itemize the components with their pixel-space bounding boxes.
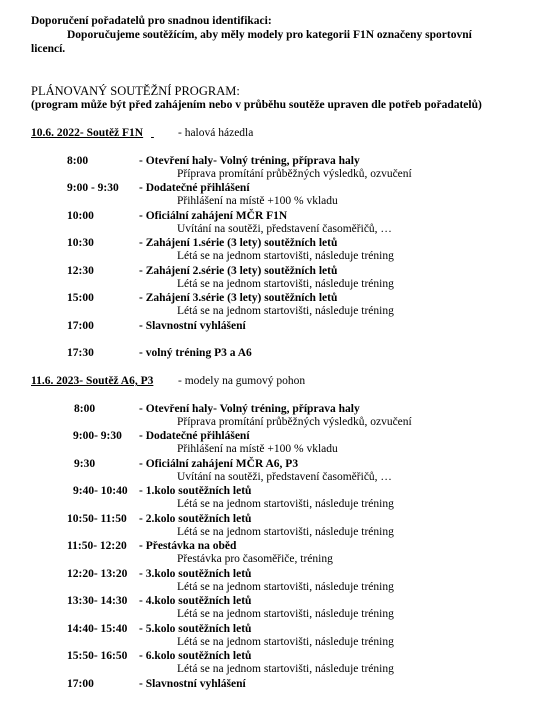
schedule-detail: Létá se na jednom startovišti, následuje tréning — [177, 608, 394, 620]
schedule-detail: Uvítání na soutěži, představení časoměřičů, … — [177, 223, 392, 235]
day2-date-title: 11.6. 2023- Soutěž A6, P3 — [31, 375, 154, 387]
schedule-title: - 6.kolo soutěžních letů — [139, 650, 252, 662]
schedule-title: - Zahájení 1.série (3 lety) soutěžních letů — [139, 237, 338, 249]
schedule-time: 11:50- 12:20 — [67, 540, 127, 552]
schedule-time: 9:40- 10:40 — [73, 485, 128, 497]
schedule-time: 10:00 — [67, 210, 94, 222]
schedule-title: - 1.kolo soutěžních letů — [139, 485, 252, 497]
schedule-time: 12:20- 13:20 — [67, 568, 128, 580]
schedule-title: - Zahájení 2.série (3 lety) soutěžních letů — [139, 265, 338, 277]
schedule-title: - Oficiální zahájení MČR F1N — [139, 210, 288, 222]
schedule-detail: Přihlášení na místě +100 % vkladu — [177, 195, 338, 207]
schedule-time: 9:30 — [74, 458, 96, 470]
schedule-title: - 2.kolo soutěžních letů — [139, 513, 252, 525]
schedule-detail: Příprava promítání průběžných výsledků, ozvučení — [177, 416, 412, 428]
schedule-title: - Dodatečné přihlášení — [139, 182, 250, 194]
schedule-title: - Otevření haly- Volný tréning, příprava haly — [139, 155, 360, 167]
schedule-title: - 4.kolo soutěžních letů — [139, 595, 252, 607]
schedule-detail: Létá se na jednom startovišti, následuje tréning — [177, 278, 394, 290]
schedule-time: 8:00 — [74, 403, 96, 415]
schedule-time: 9:00- 9:30 — [73, 430, 122, 442]
schedule-title: - Slavnostní vyhlášení — [139, 320, 246, 332]
intro-heading: Doporučení pořadatelů pro snadnou identifikaci: — [31, 15, 272, 27]
schedule-title: - Dodatečné přihlášení — [139, 430, 250, 442]
day1-date-title: 10.6. 2022- Soutěž F1N — [31, 127, 144, 139]
schedule-time: 10:50- 11:50 — [67, 513, 127, 525]
schedule-time: 17:30 — [67, 347, 94, 359]
intro-line-2: licencí. — [31, 43, 66, 55]
schedule-detail: Létá se na jednom startovišti, následuje tréning — [177, 305, 394, 317]
day1-note: - halová házedla — [178, 127, 254, 139]
schedule-time: 14:40- 15:40 — [67, 623, 128, 635]
schedule-detail: Létá se na jednom startovišti, následuje tréning — [177, 636, 394, 648]
schedule-detail: Létá se na jednom startovišti, následuje tréning — [177, 526, 394, 538]
schedule-title: - volný tréning P3 a A6 — [139, 347, 252, 359]
schedule-time: 17:00 — [67, 320, 94, 332]
schedule-time: 12:30 — [67, 265, 94, 277]
program-title: PLÁNOVANÝ SOUTĚŽNÍ PROGRAM: — [31, 84, 240, 98]
schedule-title: - Zahájení 3.série (3 lety) soutěžních letů — [139, 292, 338, 304]
schedule-detail: Příprava promítání průběžných výsledků, ozvučení — [177, 168, 412, 180]
schedule-detail: Přestávka pro časoměřiče, tréning — [177, 553, 333, 565]
schedule-time: 13:30- 14:30 — [67, 595, 128, 607]
schedule-time: 15:50- 16:50 — [67, 650, 128, 662]
schedule-time: 9:00 - 9:30 — [67, 182, 119, 194]
schedule-time: 15:00 — [67, 292, 94, 304]
schedule-title: - Slavnostní vyhlášení — [139, 678, 246, 690]
schedule-detail: Létá se na jednom startovišti, následuje tréning — [177, 663, 394, 675]
schedule-title: - Oficiální zahájení MČR A6, P3 — [139, 458, 299, 470]
schedule-time: 17:00 — [67, 678, 94, 690]
day2-note: - modely na gumový pohon — [178, 375, 306, 387]
schedule-detail: Létá se na jednom startovišti, následuje tréning — [177, 581, 394, 593]
schedule-detail: Uvítání na soutěži, představení časoměřičů, … — [177, 471, 392, 483]
schedule-title: - Přestávka na oběd — [139, 540, 237, 552]
schedule-title: - Otevření haly- Volný tréning, příprava haly — [139, 403, 360, 415]
schedule-detail: Létá se na jednom startovišti, následuje tréning — [177, 498, 394, 510]
intro-line-1: Doporučujeme soutěžícím, aby měly modely pro kategorii F1N označeny sportovní — [67, 29, 472, 41]
schedule-time: 10:30 — [67, 237, 94, 249]
day1-underline-gap — [151, 126, 177, 140]
schedule-title: - 3.kolo soutěžních letů — [139, 568, 252, 580]
schedule-title: - 5.kolo soutěžních letů — [139, 623, 252, 635]
schedule-detail: Přihlášení na místě +100 % vkladu — [177, 443, 338, 455]
schedule-detail: Létá se na jednom startovišti, následuje tréning — [177, 250, 394, 262]
program-subtitle: (program může být před zahájením nebo v průběhu soutěže upraven dle potřeb pořadatelů) — [31, 99, 482, 111]
schedule-time: 8:00 — [67, 155, 89, 167]
